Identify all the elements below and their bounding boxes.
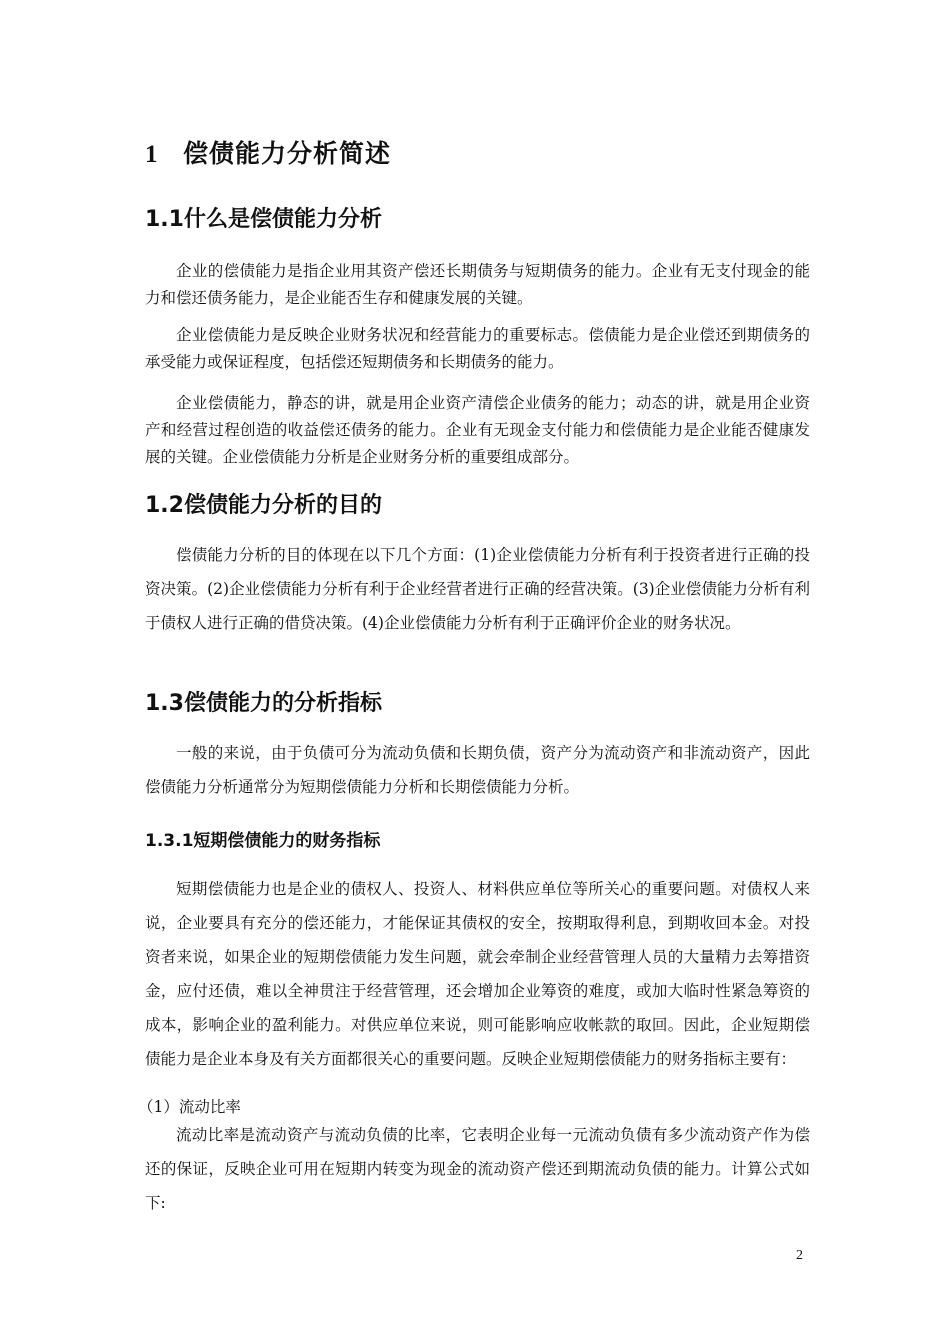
chapter-heading — [145, 134, 391, 170]
section-1-1-paragraph-3: 企业偿债能力，静态的讲，就是用企业资产清偿企业债务的能力；动态的讲，就是用企业资产和经营过程创造的收益偿还债务的能力。企业有无现金支付能力和偿债能力是企业能否健康发展的关键。企业偿债能力分析是企业财务分析的重要组成部分。 — [145, 394, 810, 466]
chapter-title: 偿债能力分析简述 — [183, 139, 392, 168]
chapter-number: 1 — [145, 141, 159, 168]
list-item-label: （1）流动比率 — [138, 1098, 241, 1116]
section-1-3-heading: 1.3偿债能力的分析指标 — [145, 691, 382, 716]
section-1-1-paragraph-1: 企业的偿债能力是指企业用其资产偿还长期债务与短期债务的能力。企业有无支付现金的能力和偿还债务能力，是企业能否生存和健康发展的关键。 — [145, 262, 810, 307]
section-1-3-1-heading: 1.3.1短期偿债能力的财务指标 — [145, 831, 381, 851]
section-1-2-paragraph: 偿债能力分析的目的体现在以下几个方面：(1)企业偿债能力分析有利于投资者进行正确的投资决策。(2)企业偿债能力分析有利于企业经营者进行正确的经营决策。(3)企业偿债能力分析有利于债权人进行正确的借贷决策。(4)企业偿债能力分析有利于正确评价企业的财务状况。 — [145, 546, 810, 632]
page-number: 2 — [796, 1248, 803, 1263]
section-1-1-heading: 1.1什么是偿债能力分析 — [145, 207, 382, 232]
section-1-1-paragraph-2: 企业偿债能力是反映企业财务状况和经营能力的重要标志。偿债能力是企业偿还到期债务的承受能力或保证程度，包括偿还短期债务和长期债务的能力。 — [145, 326, 810, 371]
section-1-3-paragraph: 一般的来说，由于负债可分为流动负债和长期负债，资产分为流动资产和非流动资产，因此偿债能力分析通常分为短期偿债能力分析和长期偿债能力分析。 — [145, 744, 810, 796]
current-ratio-paragraph: 流动比率是流动资产与流动负债的比率，它表明企业每一元流动负债有多少流动资产作为偿还的保证，反映企业可用在短期内转变为现金的流动资产偿还到期流动负债的能力。计算公式如下: — [145, 1126, 810, 1212]
section-1-3-1-paragraph: 短期偿债能力也是企业的债权人、投资人、材料供应单位等所关心的重要问题。对债权人来说，企业要具有充分的偿还能力，才能保证其债权的安全，按期取得利息，到期收回本金。对投资者来说，如果企业的短期偿债能力发生问题，就会牵制企业经营管理人员的大量精力去筹措资金，应付还债，难以全神贯注于经营管理，还会增加企业筹资的难度，或加大临时性紧急筹资的成本，影响企业的盈利能力。对供应单位来说，则可能影响应收帐款的取回。因此，企业短期偿债能力是企业本身及有关方面都很关心的重要问题。反映企业短期偿债能力的财务指标主要有： — [145, 880, 810, 1068]
section-1-2-heading: 1.2偿债能力分析的目的 — [145, 493, 382, 518]
